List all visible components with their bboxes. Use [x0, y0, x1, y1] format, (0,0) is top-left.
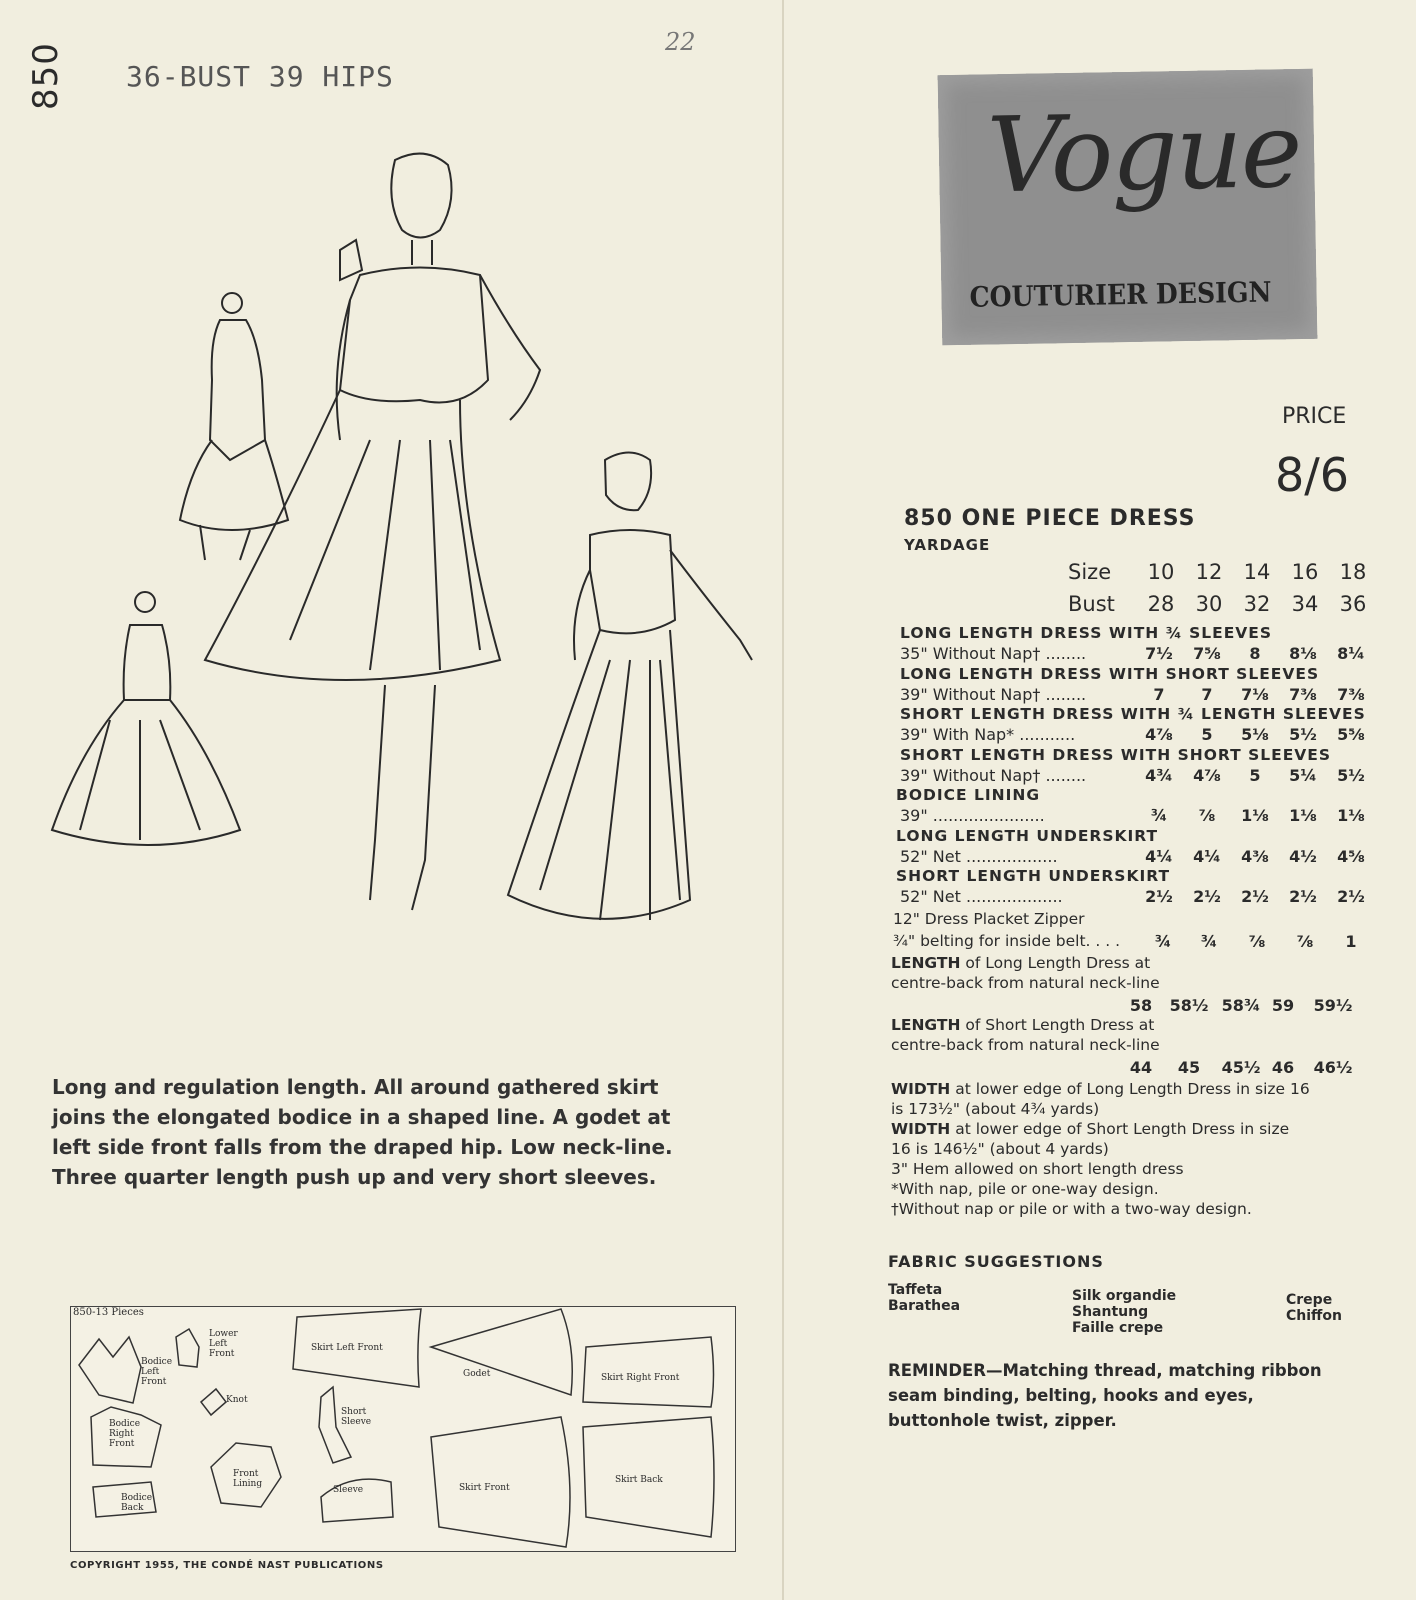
fabric-col-1	[888, 1282, 960, 1314]
long-length-text: of Long Length Dress at	[965, 954, 1151, 972]
yardage-row	[0, 806, 1416, 828]
yardage-cell: 5	[1201, 725, 1213, 744]
pattern-title: 850 ONE PIECE DRESS	[904, 506, 1196, 531]
bust-cell: 28	[1147, 592, 1175, 616]
piece-knot	[201, 1389, 226, 1415]
yardage-cell: 2½	[1193, 887, 1221, 906]
fabric-item: Silk organdie	[1072, 1288, 1177, 1304]
price-value: 8/6	[1275, 448, 1350, 502]
yardage-cell: 2½	[1337, 887, 1365, 906]
long-length-cell: 58	[1129, 996, 1153, 1015]
vogue-logo	[938, 69, 1318, 346]
long-length-row	[0, 996, 1416, 1018]
yardage-cell: 7½	[1145, 644, 1173, 663]
short-length-cell: 46½	[1313, 1058, 1353, 1077]
yardage-cell: 5⅛	[1241, 725, 1269, 744]
short-length-cell: 45½	[1221, 1058, 1261, 1077]
yardage-cell: 4½	[1289, 846, 1317, 866]
short-length-cell: 46	[1271, 1058, 1295, 1077]
yardage-cell: 4¾	[1145, 765, 1173, 785]
size-cell: 16	[1291, 560, 1319, 584]
belting-cell: ¾	[1200, 932, 1218, 951]
size-cell: 12	[1195, 560, 1223, 584]
yardage-row	[0, 725, 1416, 747]
short-length-line2: centre-back from natural neck-line	[891, 1036, 1160, 1054]
yardage-cell: 8¼	[1337, 644, 1365, 663]
label-short-sleeve: Short Sleeve	[341, 1407, 372, 1427]
short-length-cell: 45	[1177, 1058, 1201, 1077]
note-line	[891, 1200, 1252, 1218]
yardage-row-label: 39" ......................	[900, 806, 1045, 825]
label-sleeve: Sleeve	[333, 1485, 364, 1495]
note-text: at lower edge of Short Length Dress in size	[950, 1120, 1290, 1138]
belting-label: ¾" belting for inside belt. . . .	[893, 932, 1121, 950]
bust-cell: 34	[1291, 592, 1319, 616]
note-text: at lower edge of Long Length Dress in size 16	[950, 1080, 1310, 1098]
yardage-cell: 5	[1249, 765, 1261, 785]
label-skirt-right-front: Skirt Right Front	[601, 1373, 680, 1383]
yardage-cell: 5⅝	[1337, 725, 1365, 744]
yardage-heading: SHORT LENGTH DRESS WITH ¾ LENGTH SLEEVES	[900, 705, 1366, 723]
yardage-row-label: 35" Without Nap† ........	[900, 644, 1087, 663]
size-stamp: 36-BUST 39 HIPS	[126, 60, 394, 93]
yardage-cell: 4¼	[1145, 846, 1173, 866]
short-length-cell: 44	[1129, 1058, 1153, 1077]
label-front-lining: Front Lining	[233, 1469, 263, 1489]
piece-skirt-right-front	[583, 1337, 714, 1407]
long-length-bold: LENGTH	[891, 954, 961, 972]
price-label: PRICE	[1282, 404, 1347, 429]
reminder-text: REMINDER—Matching thread, matching ribbon seam binding, belting, hooks and eyes, buttonhole twist, zipper.	[888, 1361, 1322, 1430]
yardage-cell: ¾	[1150, 806, 1168, 825]
yardage-row-label: 52" Net ..................	[900, 846, 1058, 866]
note-line	[891, 1080, 1310, 1098]
yardage-row	[0, 847, 1416, 869]
long-length-cell: 58¾	[1221, 996, 1261, 1015]
fabric-item: Taffeta	[888, 1282, 943, 1298]
short-length-bold: LENGTH	[891, 1016, 961, 1034]
long-length-cell: 58½	[1169, 996, 1209, 1015]
fabric-col-2	[1072, 1288, 1176, 1336]
note-text: 16 is 146½" (about 4 yards)	[891, 1140, 1109, 1158]
yardage-heading: LONG LENGTH DRESS WITH SHORT SLEEVES	[900, 664, 1320, 683]
size-cell: 10	[1147, 560, 1175, 584]
yardage-label: YARDAGE	[904, 536, 991, 554]
yardage-cell: 4⅞	[1145, 725, 1173, 744]
copyright-line: COPYRIGHT 1955, THE CONDÉ NAST PUBLICATIONS	[70, 1560, 384, 1571]
yardage-cell: 5½	[1337, 765, 1365, 785]
yardage-cell: 2½	[1289, 887, 1317, 906]
yardage-cell: 1⅛	[1289, 806, 1317, 825]
yardage-row	[0, 685, 1416, 707]
yardage-cell: 7⅜	[1289, 684, 1317, 704]
yardage-row-label: 39" Without Nap† ........	[900, 684, 1087, 704]
fashion-illustration	[40, 140, 770, 960]
belting-cell: ¾	[1154, 932, 1172, 951]
yardage-heading: LONG LENGTH DRESS WITH ¾ SLEEVES	[900, 624, 1273, 642]
yardage-cell: 5¼	[1289, 765, 1317, 785]
yardage-row	[0, 887, 1416, 909]
yardage-cell: 1⅛	[1241, 806, 1269, 825]
label-skirt-back: Skirt Back	[615, 1475, 663, 1485]
long-length-line1	[891, 954, 1150, 972]
short-length-text: of Short Length Dress at	[965, 1016, 1155, 1034]
piece-bodice-left-front	[79, 1337, 141, 1403]
yardage-heading: LONG LENGTH UNDERSKIRT	[896, 826, 1159, 845]
yardage-cell: 7	[1153, 684, 1165, 704]
piece-godet	[431, 1309, 572, 1395]
yardage-heading: BODICE LINING	[896, 786, 1041, 804]
pieces-shapes	[71, 1307, 735, 1551]
fabric-item: Shantung	[1072, 1304, 1149, 1320]
note-text: is 173½" (about 4¾ yards)	[891, 1100, 1100, 1118]
yardage-row	[0, 766, 1416, 788]
yardage-cell: 7⅜	[1337, 684, 1365, 704]
yardage-cell: 4⅝	[1337, 846, 1365, 866]
note-text: 3" Hem allowed on short length dress	[891, 1160, 1184, 1178]
size-cell: 18	[1339, 560, 1367, 584]
logo-subtitle: COUTURIER DESIGN	[969, 275, 1272, 314]
logo-brand: Vogue	[986, 88, 1302, 217]
bust-cell: 32	[1243, 592, 1271, 616]
zipper-line: 12" Dress Placket Zipper	[893, 910, 1085, 928]
yardage-cell: 2½	[1241, 887, 1269, 906]
size-cell: 14	[1243, 560, 1271, 584]
yardage-cell: 1⅛	[1337, 806, 1365, 825]
figure-back-view	[180, 293, 288, 560]
yardage-row	[0, 644, 1416, 666]
pattern-number-vertical: 850	[26, 42, 66, 110]
size-label: Size	[1068, 560, 1112, 584]
yardage-cell: 8⅛	[1289, 644, 1317, 663]
label-skirt-front: Skirt Front	[459, 1483, 510, 1493]
piece-skirt-front	[431, 1417, 570, 1547]
belting-cell: 1	[1345, 932, 1357, 951]
long-length-cell: 59	[1271, 996, 1295, 1015]
yardage-cell: ⅞	[1198, 806, 1216, 825]
label-lower-left-front: Lower Left Front	[209, 1329, 238, 1359]
piece-lower-left-front	[176, 1329, 199, 1367]
yardage-cell: 8	[1249, 644, 1261, 663]
yardage-cell: 7⅝	[1193, 644, 1221, 663]
yardage-row-label: 39" Without Nap† ........	[900, 765, 1087, 785]
note-bold: WIDTH	[891, 1080, 951, 1098]
pattern-pieces-diagram	[70, 1306, 736, 1552]
short-length-line1	[891, 1016, 1154, 1034]
yardage-heading: SHORT LENGTH DRESS WITH SHORT SLEEVES	[900, 745, 1332, 764]
note-bold: WIDTH	[891, 1120, 951, 1138]
yardage-row-label: 52" Net ...................	[900, 887, 1063, 906]
yardage-cell: 4⅜	[1241, 846, 1269, 866]
yardage-row-label: 39" With Nap* ...........	[900, 725, 1076, 744]
note-line	[891, 1100, 1099, 1118]
fabric-item: Barathea	[888, 1298, 961, 1314]
bust-cell: 30	[1195, 592, 1223, 616]
bust-cell: 36	[1339, 592, 1367, 616]
belting-cell: ⅞	[1248, 932, 1266, 951]
note-line	[891, 1140, 1109, 1158]
note-text: *With nap, pile or one-way design.	[891, 1180, 1159, 1198]
bust-label: Bust	[1068, 592, 1115, 616]
fabric-item: Crepe	[1286, 1292, 1333, 1308]
fabric-col-3	[1286, 1292, 1342, 1324]
yardage-cell: 5½	[1289, 725, 1317, 744]
label-bodice-back: Bodice Back	[121, 1493, 153, 1513]
belting-cell: ⅞	[1296, 932, 1314, 951]
yardage-cell: 2½	[1145, 887, 1173, 906]
label-skirt-left-front: Skirt Left Front	[311, 1343, 383, 1353]
note-text: †Without nap or pile or with a two-way design.	[891, 1200, 1252, 1218]
yardage-cell: 7⅛	[1241, 684, 1269, 704]
pieces-title: 850-13 Pieces	[73, 1307, 144, 1318]
yardage-cell: 7	[1201, 684, 1213, 704]
size-row	[0, 560, 1416, 582]
note-line	[891, 1120, 1289, 1138]
belting-row	[0, 932, 1416, 954]
label-bodice-right-front: Bodice Right Front	[109, 1419, 141, 1449]
yardage-heading: SHORT LENGTH UNDERSKIRT	[896, 867, 1171, 885]
yardage-cell: 4⅞	[1193, 765, 1221, 785]
pattern-description: Long and regulation length. All around gathered skirt joins the elongated bodice in a shaped line. A godet at left side front falls from the draped hip. Low neck-line. Three quarter length push up and very short sleeves.	[52, 1075, 673, 1189]
short-length-row	[0, 1058, 1416, 1080]
page-fold	[782, 0, 784, 1600]
label-godet: Godet	[463, 1369, 491, 1379]
bust-row	[0, 592, 1416, 614]
long-length-line2: centre-back from natural neck-line	[891, 974, 1160, 992]
fabric-heading: FABRIC SUGGESTIONS	[888, 1252, 1104, 1271]
label-knot: Knot	[226, 1395, 248, 1405]
label-bodice-left-front: Bodice Left Front	[141, 1357, 173, 1387]
note-line	[891, 1160, 1184, 1178]
fabric-item: Chiffon	[1286, 1308, 1342, 1324]
note-line	[891, 1180, 1159, 1198]
pencil-note: 22	[665, 28, 696, 56]
yardage-cell: 4¼	[1193, 846, 1221, 866]
long-length-cell: 59½	[1313, 996, 1353, 1015]
figure-main	[205, 154, 540, 910]
fabric-item: Faille crepe	[1072, 1320, 1164, 1336]
